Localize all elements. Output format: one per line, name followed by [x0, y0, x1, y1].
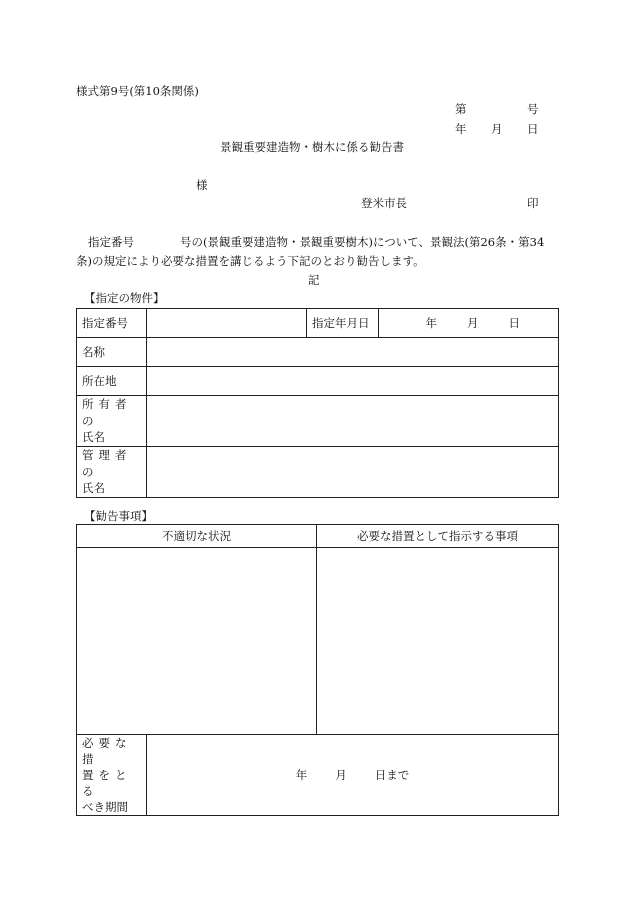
period-label-line-3: べき期間 [82, 800, 128, 815]
body-line-1: 指定番号 号の(景観重要建造物・景観重要樹木)について、景観法(第26条・第34 [88, 235, 545, 249]
row-name [77, 338, 559, 367]
row-recommendation-body [77, 548, 559, 735]
location-value[interactable] [147, 367, 559, 396]
row-manager [77, 447, 559, 498]
doc-number-go: 号 [527, 102, 539, 116]
location-label: 所在地 [77, 367, 147, 396]
designation-date-month: 月 [467, 315, 479, 330]
designation-number-value[interactable] [147, 309, 307, 338]
designation-number-label: 指定番号 [77, 309, 147, 338]
manager-label-line-1: 管理者の [82, 448, 132, 479]
issuer-seal: 印 [527, 196, 539, 210]
body-line-2: 条)の規定により必要な措置を講じるよう下記のとおり勧告します。 [76, 254, 425, 268]
row-owner [77, 396, 559, 447]
designation-date-day: 日 [508, 315, 520, 330]
addressee-suffix: 様 [196, 178, 208, 192]
ki-heading: 記 [308, 273, 320, 287]
recommendation-section-heading: 【勧告事項】 [84, 509, 153, 523]
manager-value[interactable] [147, 447, 559, 498]
manager-label-line-2: 氏名 [82, 481, 105, 496]
inappropriate-situation-value[interactable] [77, 548, 317, 735]
owner-label-line-2: 氏名 [82, 430, 105, 445]
issuer-name: 登米市長 [361, 196, 407, 210]
designation-date-year: 年 [425, 315, 437, 330]
doc-number-dai: 第 [455, 102, 467, 116]
property-section-heading: 【指定の物件】 [84, 291, 165, 305]
designation-date-value[interactable] [379, 309, 559, 338]
period-label-line-2: 置をとる [82, 768, 132, 799]
row-designation-number [77, 309, 559, 338]
recommendation-table [76, 524, 559, 816]
date-month: 月 [491, 122, 503, 136]
required-measures-value[interactable] [317, 548, 559, 735]
period-label [77, 735, 147, 816]
period-month: 月 [335, 767, 347, 782]
period-label-line-1: 必要な措 [82, 736, 132, 767]
row-period [77, 735, 559, 816]
col-measures-header: 必要な措置として指示する事項 [317, 525, 559, 548]
period-year: 年 [295, 767, 308, 782]
owner-value[interactable] [147, 396, 559, 447]
name-label: 名称 [77, 338, 147, 367]
form-number: 様式第9号(第10条関係) [76, 84, 199, 98]
date-year: 年 [455, 122, 467, 136]
owner-label [77, 396, 147, 447]
row-recommendation-headers [77, 525, 559, 548]
name-value[interactable] [147, 338, 559, 367]
document-title: 景観重要建造物・樹木に係る勧告書 [220, 140, 404, 154]
row-location [77, 367, 559, 396]
period-value[interactable] [147, 735, 559, 816]
period-until: 日まで [374, 767, 410, 782]
manager-label [77, 447, 147, 498]
date-day: 日 [527, 122, 539, 136]
designation-date-label: 指定年月日 [307, 309, 379, 338]
owner-label-line-1: 所有者の [82, 397, 132, 428]
col-inappropriate-header: 不適切な状況 [77, 525, 317, 548]
property-table [76, 308, 559, 498]
